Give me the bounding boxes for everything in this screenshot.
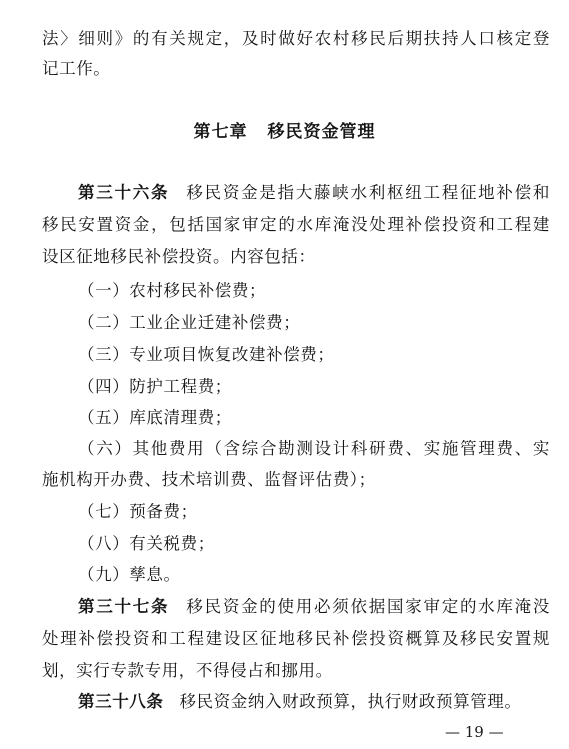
body-line-1: 法〉细则》的有关规定，及时做好农村移民后期扶持人口核定登 bbox=[42, 29, 550, 48]
list-item-6: （六）其他费用（含综合勘测设计科研费、实施管理费、实 bbox=[78, 439, 550, 458]
page-number: — 19 — bbox=[445, 723, 504, 741]
list-item-4: （四）防护工程费； bbox=[78, 377, 232, 396]
list-item-5: （五）库底清理费； bbox=[78, 408, 232, 427]
article-36-text-1: 移民资金是指大藤峡水利枢纽工程征地补偿和 bbox=[185, 183, 550, 202]
article-37-first-line bbox=[78, 595, 550, 619]
chapter-number: 第七章 bbox=[193, 122, 248, 142]
body-line-2: 记工作。 bbox=[42, 59, 111, 78]
list-item-8: （八）有关税费； bbox=[78, 534, 215, 553]
list-item-2: （二）工业企业迁建补偿费； bbox=[78, 313, 301, 332]
article-38-text-1: 移民资金纳入财政预算，执行财政预算管理。 bbox=[179, 692, 522, 711]
article-36-first-line bbox=[78, 181, 550, 205]
list-item-9: （九）孳息。 bbox=[78, 565, 181, 584]
article-38-line bbox=[78, 690, 550, 714]
article-37-label: 第三十七条 bbox=[78, 597, 170, 616]
article-37-line-3: 划，实行专款专用，不得侵占和挪用。 bbox=[42, 661, 333, 680]
list-item-7: （七）预备费； bbox=[78, 502, 198, 521]
article-36-line-3: 设区征地移民补偿投资。内容包括： bbox=[42, 247, 316, 266]
article-38-label: 第三十八条 bbox=[78, 692, 164, 711]
chapter-heading bbox=[0, 119, 569, 145]
list-item-3: （三）专业项目恢复改建补偿费； bbox=[78, 345, 335, 364]
article-37-text-1: 移民资金的使用必须依据国家审定的水库淹没 bbox=[185, 597, 550, 616]
article-36-line-2: 移民安置资金，包括国家审定的水库淹没处理补偿投资和工程建 bbox=[42, 215, 550, 234]
list-item-6-continued: 施机构开办费、技术培训费、监督评估费）； bbox=[42, 470, 376, 489]
article-37-line-2: 处理补偿投资和工程建设区征地移民补偿投资概算及移民安置规 bbox=[42, 629, 550, 648]
chapter-title: 移民资金管理 bbox=[267, 122, 376, 142]
article-36-label: 第三十六条 bbox=[78, 183, 170, 202]
list-item-1: （一）农村移民补偿费； bbox=[78, 281, 267, 300]
